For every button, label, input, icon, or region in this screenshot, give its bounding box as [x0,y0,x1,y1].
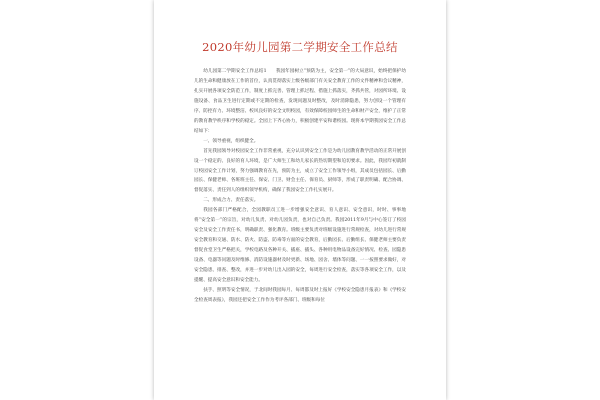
paragraph-intro: 幼儿园第二学期安全工作总结1 我园年园树立“预防为主，安全第一”的大局意识，始终把保护幼儿的生命和健康放在工作的首位，认真贯彻落实上级各级部门有关安全教育工作的文件精神和会议精神，扎实开展各项安全防范工作，制度上抓完善、管理上抓过程、措施上抓落实，齐抓共管，对园所环境、设施设备、食品卫生进行定期或不定期的检查，发现问题及时整改，及时消除隐患，努力创设一个管理有序、防控有力、环境整洁、校风良好的安全文明校园，有效保障校园师生的生命和财产安全，维护了正常的教育教学秩序和学校的稳定。全园上下齐心协力，积极创建平安和谐校园。现将本学期我园安全工作总结如下： [194,69,406,134]
paragraph-section-2: 我园各部门严格配合，全园教职员工进一步增强安全意识、育人意识、安全意识，时时、事事地将“安全第一”的宗旨，对幼儿负责、对幼儿园负责，也对自己负责。我园2011年9月与中心签订了校园安全及安全工作责任书，明确职责、强化教育。班级主要负责对班级设施进行常规检查，对幼儿进行常规安全教育和交通、防水、防火、防盗、防毒等方面的安全教育，后勤园长、后勤组长、保健老师主要负责督促食堂卫生严格把关，学校电路及各种开关、插座、插头、各种用电物品设备完好情况、检查、园隐患设备、电器等问题及时维修、消防设施器材及时更新、场地、园舍、墙体等问题、一一按照要求做好，对安全隐患、排查、整改，并进一步对幼儿出入园的安全，每周进行安全检查，落实等各项安全工作，以及提醒、提高安全意识和安全能力。 [194,208,406,284]
document-body [194,67,406,306]
paragraph-section-1: 首先我园领导对校园安全工作非常重视，充分认识到安全工作是为幼儿园教育教学活动的正常开展创设一个稳定的、良好的育人环境，是广大师生工和幼儿家长的热切期望和迫切要求。因此，我园年初就制订校园安全工作计划，努力强调教育在先，预防为主，成立了安全工作领导小组，其成员包括园长、后勤园长、保健老师、各班班主任、保安、门卫、财会主任、保育员、厨师等，形成了职责明确、配合协调、督促落实、责任到人的组织领导机构，确保了我园安全工作扎实展开。 [194,148,406,194]
paragraph-section-2-cont: 扶手、照明等安全情况，于北间时我园每月、每周都及时上报好《学校安全隐患月报表》和《学校安全检查周表报》，我园还把安全工作作为考评各部门、班级和每位 [194,287,406,303]
document-title: 2020年幼儿园第二学期安全工作总结 [202,40,398,54]
section-heading-2: 二、形成合力、责任落实。 [203,198,259,204]
section-heading-1: 一、领导重视，组织健全。 [203,138,259,144]
document-page [154,0,446,400]
